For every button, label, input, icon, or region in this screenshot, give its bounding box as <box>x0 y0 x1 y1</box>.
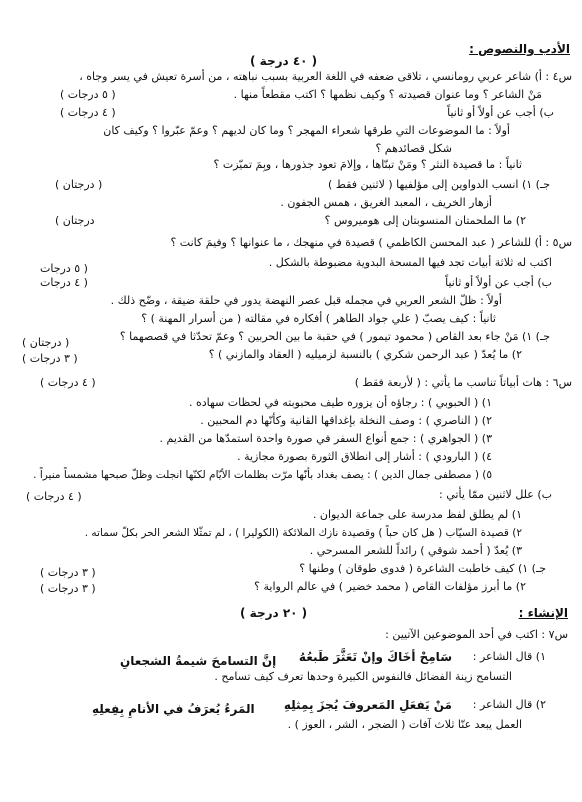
q7-topic1-verse-b: إنَّ التسامحَ شيمةُ الشجعانِ <box>120 654 277 668</box>
section-title-composition: الإنشاء : <box>518 606 568 620</box>
q4-c1-marks: ( درجتان ) <box>55 178 103 191</box>
q5-c1: جـ) ١) مَنْ جاء بعد القاص ( محمود تيمور ) في حقبة ما بين الحربين ؟ وعمّ تحدّثا في قصصهما ؟ <box>119 330 550 343</box>
q5-b: ب) أجب عن أولاً أو ثانياً <box>445 276 552 289</box>
q7-topic1-intro: ١) قال الشاعر : <box>472 650 546 663</box>
q5-b-first: أولاً : ظلّ الشعر العربي في مجمله قبل عصر النهضة يدور في حلقة ضيقة ، وضّح ذلك . <box>110 294 502 307</box>
q5-c1-marks: ( درجتان ) <box>22 336 70 349</box>
q5-c2-marks: ( ٣ درجات ) <box>22 352 78 365</box>
q5-line2: اكتب له ثلاثة أبيات تجد فيها المسحة البدوية مضبوطة بالشكل . <box>268 256 552 269</box>
q6-c2: ٢) ما أبرز مؤلفات القاص ( محمد خضير ) في عالم الرواية ؟ <box>254 580 526 593</box>
section-title-literature: الأدب والنصوص : <box>469 42 570 56</box>
q7-topic2-text: العمل يبعد عنّا ثلاث آفات ( الضجر ، الشر ، العوز ) . <box>287 718 522 731</box>
q7-line1: س٧ : اكتب في أحد الموضوعين الآتيين : <box>385 628 568 641</box>
q6-c1: جـ) ١) كيف خاطبت الشاعرة ( فدوى طوقان ) وطنها ؟ <box>299 562 546 575</box>
q6-b-item-2: ٢) قصيدة السيّاب ( هل كان حباً ) وقصيدة نازك الملائكة (الكوليرا ) ، لم تمثّلا الشعر الحر بكلّ سماته . <box>84 527 522 539</box>
q6-item-1: ١) ( الحبوبي ) : رجاؤه أن يزوره طيف محبوبته في لحظات سهاده . <box>188 396 492 409</box>
section-marks-composition: ( ٢٠ درجة ) <box>240 606 308 620</box>
q6-c2-marks: ( ٣ درجات ) <box>40 582 96 595</box>
q4-b-first-line2: شكل قصائدهم ؟ <box>375 142 452 155</box>
q4-line2: مَنْ الشاعر ؟ وما عنوان قصيدته ؟ وكيف نظمها ؟ اكتب مقطعاً منها . <box>233 88 542 101</box>
q6-b-item-3: ٣) يُعدّ ( أحمد شوقي ) رائداً للشعر المسرحي . <box>309 544 522 557</box>
q4-b-second: ثانياً : ما قصيدة النثر ؟ ومَنْ تبنّاها ، وإلامَ تعود جذورها ، وبِمَ تميّزت ؟ <box>213 158 522 171</box>
q7-topic2-verse-b: المَرءُ يُعرَفُ في الأنامِ بِفِعلِهِ <box>92 702 255 716</box>
q7-topic2-verse-a: مَنْ يَفعَلِ المَعروفَ يُجزَ بِمِثلِهِ <box>283 698 452 712</box>
q6-item-3: ٣) ( الجواهري ) : جمع أنواع السفر في صورة واحدة استمدّها من القديم . <box>159 432 492 445</box>
q4-c1-items: أزهار الخريف ، المعبد الغريق ، همس الجفون . <box>280 196 492 209</box>
section-marks-literature: ( ٤٠ درجة ) <box>250 54 318 68</box>
q5-a-marks: ( ٥ درجات <box>40 262 88 275</box>
q6-b: ب) علل لاثنين ممّا يأتي : <box>439 488 552 501</box>
q4-b-marks: ( ٤ درجات ) <box>60 106 116 119</box>
q6-item-4: ٤) ( البارودي ) : أشار إلى انطلاق الثورة بصورة مجازية . <box>237 450 492 463</box>
q4-c1: جـ) ١) انسب الدواوين إلى مؤلفيها ( لاثنين فقط ) <box>327 178 550 191</box>
q4-b-first-line1: أولاً : ما الموضوعات التي طرقها شعراء المهجر ؟ وما كان لديهم ؟ وعمّ عبّروا ؟ وكيف كان <box>103 124 510 137</box>
q4-c2: ٢) ما الملحمتان المنسوبتان إلى هوميروس ؟ <box>324 214 526 227</box>
q4-line1: س٤ : أ) شاعر عربي رومانسي ، تلاقى ضعفه في اللغة العربية بسبب نباهته ، من أسرة تعيش في يسر وجاه ، <box>79 70 572 83</box>
q5-b-second: ثانياً : كيف يصبّ ( علي جواد الطاهر ) أفكاره في مقالته ( من أسرار المهنة ) ؟ <box>141 312 496 325</box>
q7-topic1-verse-a: سَامِحْ أخَاكَ وإنْ تَعَثَّرَ طَبعُهُ <box>298 650 452 664</box>
q7-topic1-text: التسامح زينة الفضائل فالنفوس الكبيرة وحدها تعرف كيف تسامح . <box>214 670 512 683</box>
q6-item-2: ٢) ( الناصري ) : وصف النخلة بإغداقها القانية وكأنّها دم المحبين . <box>200 414 492 427</box>
q7-topic2-intro: ٢) قال الشاعر : <box>472 698 546 711</box>
q6-b-item-1: ١) لم يطلق لفظ مدرسة على جماعة الديوان . <box>312 508 522 521</box>
q6-b-marks: ( ٤ درجات ) <box>26 490 82 503</box>
q5-c2: ٢) ما يُعدّ ( عبد الرحمن شكري ) بالنسبة لزميليه ( العقاد والمازني ) ؟ <box>208 348 522 361</box>
q6-item-5: ٥) ( مصطفى جمال الدين ) : يصف بغداد بأنّها مرّت بظلمات الأيّام لكنّها انجلت وظلّ صبحها مشمساً منيراً . <box>33 469 492 481</box>
q5-line1: س٥ : أ) للشاعر ( عبد المحسن الكاظمي ) قصيدة في منهجك ، ما عنوانها ؟ وفيمَ كانت ؟ <box>170 236 572 249</box>
q6-c1-marks: ( ٣ درجات ) <box>40 566 96 579</box>
q5-b-marks: ( ٤ درجات <box>40 276 88 289</box>
q4-a-marks: ( ٥ درجات ) <box>60 88 116 101</box>
q4-c2-marks: درجتان ) <box>55 214 95 227</box>
q6-line1: س٦ : هات أبياتاً تناسب ما يأتي : ( لأربعة فقط ) <box>354 376 572 389</box>
q4-b: ب) أجب عن أولاً أو ثانياً <box>447 106 554 119</box>
q6-a-marks: ( ٤ درجات ) <box>40 376 96 389</box>
